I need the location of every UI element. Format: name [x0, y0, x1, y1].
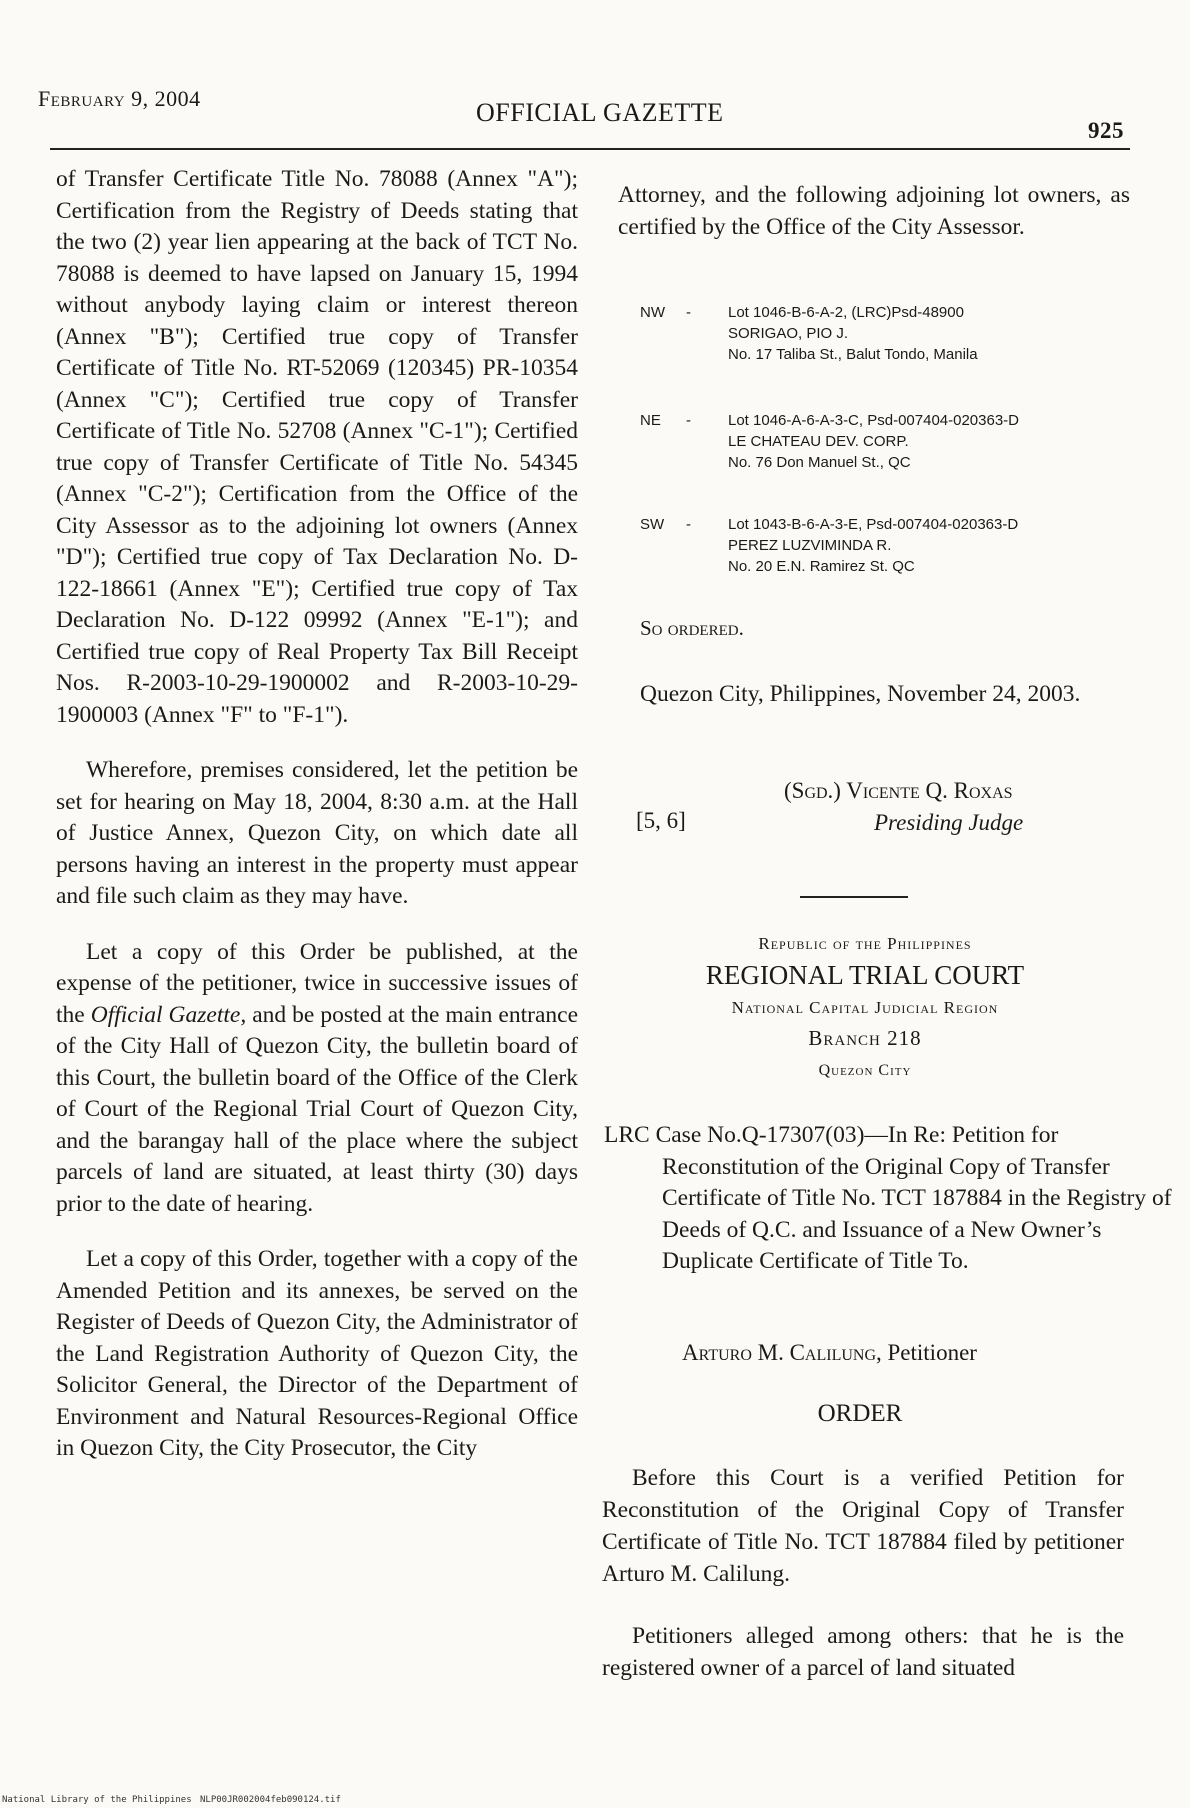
petitioner-role: Petitioner [887, 1340, 977, 1365]
publication-paragraph: Let a copy of this Order be published, at the expense of the petitioner, twice in successive issues of the Official Gazette, and be posted at the main entrance of the City Hall of Quezon City, the bulletin board of this Court, the bulletin board of the Office of the Clerk of Court of the Regional Trial Court of Quezon City, and the barangay hall of the place where the subject parcels of land are situated, at least thirty (30) days prior to the date of hearing. [56, 938, 579, 1217]
lot-number: Lot 1046-A-6-A-3-C, Psd-007404-020363-D [728, 412, 1019, 429]
place-and-date: Quezon City, Philippines, November 24, 2003. [640, 681, 1081, 707]
lot-address: No. 17 Taliba St., Balut Tondo, Manila [728, 346, 978, 363]
lot-address: No. 76 Don Manuel St., QC [728, 454, 911, 471]
section-divider [800, 896, 908, 898]
lot-direction: NW [640, 304, 665, 321]
court-republic: Republic of the Philippines [758, 934, 972, 953]
header-rule [50, 148, 1130, 150]
judge-signature: (Sgd.) Vicente Q. Roxas [784, 778, 1013, 803]
left-column [56, 164, 578, 1465]
lot-direction: SW [640, 516, 665, 533]
header-date: February 9, 2004 [38, 86, 201, 111]
wherefore-paragraph: Wherefore, premises considered, let the petition be set for hearing on May 18, 2004, 8:30 a.m. at the Hall of Justice Annex, Quezon City, on which date all persons having an interest in the property must appear and file such claim as they may have. [56, 757, 578, 909]
footer-file: NLP00JR002004feb090124.tif [200, 1795, 341, 1805]
order-paragraph-1: Before this Court is a verified Petition for Reconstitution of the Original Copy of Transfer Certificate of Title No. TCT 187884 filed by petitioner Arturo M. Calilung. [602, 1465, 1124, 1587]
court-name: REGIONAL TRIAL COURT [705, 960, 1025, 990]
case-title: LRC Case No.Q-17307(03)—In Re: Petition for Reconstitution of the Original Copy of Transfer Certificate of Title No. TCT 187884 in the Registry of Deeds of Q.C. and Issuance of a New Owner’s Duplicate Certificate of Title To. [604, 1122, 1172, 1274]
lot-number: Lot 1046-B-6-A-2, (LRC)Psd-48900 [728, 304, 964, 321]
lot-owner: LE CHATEAU DEV. CORP. [728, 433, 909, 450]
so-ordered: So ordered. [640, 616, 744, 640]
order-paragraph-2: Petitioners alleged among others: that he is the registered owner of a parcel of land situated [602, 1623, 1124, 1681]
court-city: Quezon City [818, 1062, 912, 1079]
lot-address: No. 20 E.N. Ramirez St. QC [728, 558, 915, 575]
lot-direction: NE [640, 412, 661, 429]
lot-owner: PEREZ LUZVIMINDA R. [728, 537, 892, 554]
header-title: OFFICIAL GAZETTE [476, 98, 724, 127]
service-paragraph: Let a copy of this Order, together with a copy of the Amended Petition and its annexes, be served on the Register of Deeds of Quezon City, the Administrator of the Land Registration Authority of Quezon City, the Solicitor General, the Director of the Department of Environment and Natural Resources-Regional Office in Quezon City, the City Prosecutor, the City [56, 1246, 578, 1461]
issue-reference: [5, 6] [636, 808, 686, 833]
gazette-name: Official Gazette, [90, 1001, 247, 1028]
petitioner-name: Arturo M. Calilung, [682, 1340, 882, 1365]
adjoining-owners-intro: Attorney, and the following adjoining lot owners, as certified by the Office of the City Assessor. [618, 182, 1130, 240]
lot-number: Lot 1043-B-6-A-3-E, Psd-007404-020363-D [728, 516, 1019, 533]
court-region: National Capital Judicial Region [731, 998, 999, 1017]
petitioner-line [682, 1340, 977, 1366]
page-number: 925 [1088, 118, 1124, 143]
lot-owner: SORIGAO, PIO J. [728, 325, 849, 342]
order-heading: ORDER [817, 1400, 903, 1427]
footer-library: National Library of the Philippines [2, 1795, 192, 1805]
court-branch: Branch 218 [808, 1026, 922, 1050]
judge-title: Presiding Judge [874, 810, 1024, 835]
annex-list-paragraph: of Transfer Certificate Title No. 78088 (Annex "A"); Certification from the Registry of Deeds stating that the two (2) year lien appearing at the back of TCT No. 78088 is deemed to have lapsed on January 15, 1994 without anybody laying claim or interest thereon (Annex "B"); Certified true copy of Transfer Certificate of Title No. RT-52069 (120345) PR-10354 (Annex "C"); Certified true copy of Transfer Certificate of Title No. 52708 (Annex "C-1"); Certified true copy of Transfer Certificate of Title No. 54345 (Annex "C-2"); Certification from the Office of the City Assessor as to the adjoining lot owners (Annex "D"); Certified true copy of Tax Declaration No. D-122-18661 (Annex "E"); Certified true copy of Tax Declaration No. D-122 09992 (Annex "E-1"); and Certified true copy of Real Property Tax Bill Receipt Nos. R-2003-10-29-1900002 and R-2003-10-29-1900003 (Annex "F" to "F-1"). [56, 166, 578, 728]
